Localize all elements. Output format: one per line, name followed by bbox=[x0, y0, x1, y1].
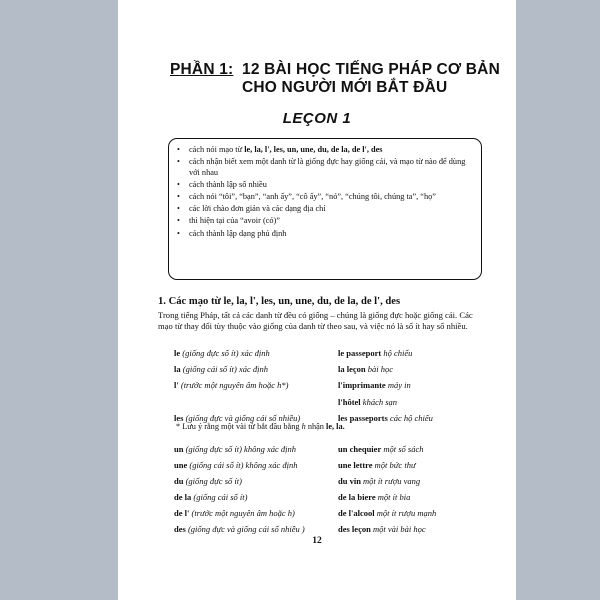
article-word: des bbox=[174, 524, 186, 534]
objective-text: cách thành lập dạng phủ định bbox=[189, 228, 287, 238]
article-word: le bbox=[174, 348, 181, 358]
objective-text: cách nói mạo từ bbox=[189, 145, 245, 154]
bullet-icon: • bbox=[177, 145, 180, 154]
example-noun: des leçon bbox=[338, 524, 371, 534]
example-noun: du vin bbox=[338, 476, 361, 486]
article-cell bbox=[174, 380, 288, 390]
article-cell bbox=[174, 476, 242, 486]
objective-item bbox=[175, 157, 473, 178]
objective-item bbox=[175, 229, 473, 239]
note-letter: h bbox=[301, 422, 306, 431]
objective-text: cách nhận biết xem một danh từ là giống đực hay giống cái, và mạo từ nào để dùng với nhau bbox=[189, 157, 466, 177]
example-meaning: một vài bài học bbox=[370, 524, 426, 534]
bullet-icon: • bbox=[177, 179, 180, 189]
example-meaning: một ít rượu mạnh bbox=[374, 508, 437, 518]
example-meaning: một ít rượu vang bbox=[360, 476, 421, 486]
example-cell bbox=[338, 444, 423, 454]
article-word: une bbox=[174, 460, 188, 470]
article-word: de la bbox=[174, 492, 192, 502]
part-title-line-1: 12 BÀI HỌC TIẾNG PHÁP CƠ BẢN bbox=[242, 61, 500, 78]
article-desc: (giống cái số ít) không xác định bbox=[187, 460, 298, 470]
example-meaning: một ít bia bbox=[375, 492, 411, 502]
part-title-line-2: CHO NGƯỜI MỚI BẮT ĐẦU bbox=[242, 79, 448, 96]
article-word: les bbox=[174, 413, 184, 423]
example-cell bbox=[338, 492, 410, 502]
article-desc: (giống đực số ít) bbox=[183, 476, 242, 486]
example-meaning: bài học bbox=[365, 364, 394, 374]
example-cell bbox=[338, 413, 433, 423]
article-desc: (trước một nguyên âm hoặc h*) bbox=[178, 380, 289, 390]
article-desc: (giống đực và giống cái số nhiều) bbox=[183, 413, 301, 423]
article-desc: (trước một nguyên âm hoặc h) bbox=[189, 508, 295, 518]
note-articles: le, la. bbox=[326, 422, 345, 431]
example-cell bbox=[338, 460, 416, 470]
objective-item bbox=[175, 145, 473, 155]
bullet-icon: • bbox=[177, 204, 180, 214]
note-text: * Lưu ý rằng một vài từ bắt đầu bằng bbox=[176, 422, 302, 431]
example-noun: un chequier bbox=[338, 444, 382, 454]
note-mid: nhận bbox=[305, 422, 327, 431]
example-cell bbox=[338, 397, 397, 407]
section-title: 1. Các mạo từ le, la, l', les, un, une, du, de la, de l', des bbox=[158, 296, 401, 307]
article-cell bbox=[174, 444, 296, 454]
article-word: la bbox=[174, 364, 181, 374]
example-noun: la leçon bbox=[338, 364, 366, 374]
bullet-icon: • bbox=[177, 157, 180, 167]
book-page bbox=[118, 0, 516, 600]
example-cell bbox=[338, 524, 426, 534]
bullet-icon: • bbox=[177, 228, 180, 238]
objectives-list bbox=[175, 145, 473, 239]
example-noun: l'imprimante bbox=[338, 380, 386, 390]
article-cell bbox=[174, 492, 247, 502]
section-intro: Trong tiếng Pháp, tất cả các danh từ đều có giống – chúng là giống đực hoặc giống cái. Các mạo từ thay đổi tùy thuộc vào giống của danh từ theo sau, và việc nó là số ít hay số nhiều. bbox=[158, 310, 473, 331]
objective-item bbox=[175, 216, 473, 226]
example-meaning: khách sạn bbox=[360, 397, 398, 407]
article-desc: (giống cái số ít) bbox=[191, 492, 248, 502]
example-meaning: máy in bbox=[385, 380, 411, 390]
objectives-box bbox=[168, 138, 482, 280]
bullet-icon: • bbox=[177, 216, 180, 226]
example-noun: les passeports bbox=[338, 413, 388, 423]
lesson-title: LEÇON 1 bbox=[282, 110, 352, 127]
example-cell bbox=[338, 508, 436, 518]
example-noun: l'hôtel bbox=[338, 397, 361, 407]
bullet-icon: • bbox=[177, 192, 180, 202]
example-meaning: các hộ chiếu bbox=[387, 413, 433, 423]
objective-text: thì hiện tại của “avoir (có)” bbox=[189, 216, 280, 226]
example-meaning: hộ chiếu bbox=[381, 348, 413, 358]
example-noun: de l'alcool bbox=[338, 508, 375, 518]
h-note bbox=[176, 422, 345, 431]
example-meaning: một sổ sách bbox=[381, 444, 424, 454]
objective-text: cách nói “tôi”, “bạn”, “anh ấy”, “cô ấy”, “nó”, “chúng tôi, chúng ta”, “họ” bbox=[189, 192, 436, 202]
article-desc: (giống đực và giống cái số nhiều ) bbox=[185, 524, 305, 534]
article-cell bbox=[174, 460, 297, 470]
article-desc: (giống cái số ít) xác định bbox=[180, 364, 268, 374]
example-noun: le passeport bbox=[338, 348, 382, 358]
objective-item bbox=[175, 192, 473, 202]
page-number: 12 bbox=[312, 536, 322, 546]
example-noun: une lettre bbox=[338, 460, 373, 470]
article-cell bbox=[174, 508, 295, 518]
objective-text: cách thành lập số nhiều bbox=[189, 179, 267, 189]
objective-item bbox=[175, 180, 473, 190]
part-label: PHẦN 1: bbox=[170, 61, 234, 78]
objective-bold: le, la, l', les, un, une, du, de la, de l', des bbox=[244, 145, 383, 154]
article-cell bbox=[174, 364, 268, 374]
article-word: un bbox=[174, 444, 184, 454]
example-cell bbox=[338, 476, 420, 486]
example-cell bbox=[338, 348, 412, 358]
objective-text: các lời chào đơn giản và các dạng địa chỉ bbox=[189, 204, 326, 214]
article-word: du bbox=[174, 476, 184, 486]
article-cell bbox=[174, 524, 305, 534]
example-cell bbox=[338, 364, 393, 374]
article-desc: (giống đực số ít) không xác định bbox=[183, 444, 296, 454]
article-word: de l' bbox=[174, 508, 190, 518]
objective-item bbox=[175, 204, 473, 214]
article-word: l' bbox=[174, 380, 179, 390]
example-meaning: một bức thư bbox=[372, 460, 416, 470]
example-cell bbox=[338, 380, 411, 390]
article-desc: (giống đực số ít) xác định bbox=[180, 348, 270, 358]
article-cell bbox=[174, 348, 270, 358]
example-noun: de la biere bbox=[338, 492, 376, 502]
